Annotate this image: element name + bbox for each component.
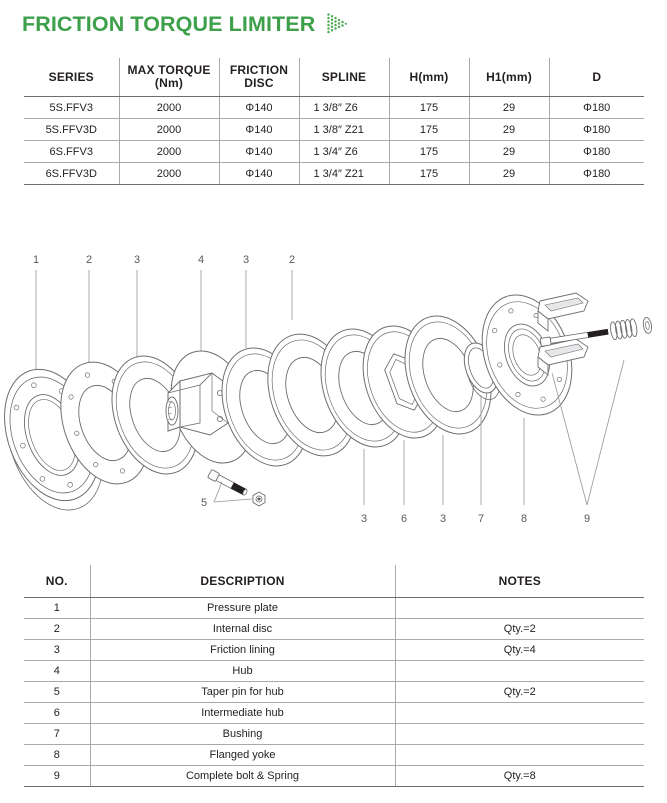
cell-description: Intermediate hub — [90, 703, 395, 724]
cell-notes: Qty.=8 — [395, 766, 644, 787]
cell-no: 5 — [24, 682, 90, 703]
cell-description: Taper pin for hub — [90, 682, 395, 703]
cell-spline: 1 3/4″ Z6 — [299, 141, 389, 163]
callout-label: 3 — [439, 513, 447, 525]
table-row — [24, 97, 644, 119]
cell-friction-disc: Φ140 — [219, 97, 299, 119]
spec-col-d-line1: D — [592, 69, 602, 84]
cell-h1: 29 — [469, 141, 549, 163]
page-header — [0, 8, 667, 42]
callout-label: 3 — [133, 254, 141, 266]
cell-series: 6S.FFV3D — [24, 163, 119, 185]
cell-no: 9 — [24, 766, 90, 787]
callout-label: 2 — [288, 254, 296, 266]
cell-notes — [395, 724, 644, 745]
cell-h: 175 — [389, 97, 469, 119]
cell-d: Φ180 — [549, 163, 644, 185]
parts-table-header-row — [24, 565, 644, 598]
exploded-assembly-diagram — [0, 235, 667, 550]
table-row — [24, 163, 644, 185]
callout-label: 3 — [360, 513, 368, 525]
cell-description: Friction lining — [90, 640, 395, 661]
cell-d: Φ180 — [549, 97, 644, 119]
parts-list-table — [24, 565, 644, 787]
cell-description: Internal disc — [90, 619, 395, 640]
cell-notes: Qty.=4 — [395, 640, 644, 661]
cell-h1: 29 — [469, 119, 549, 141]
cell-series: 6S.FFV3 — [24, 141, 119, 163]
dotted-triangle-icon — [326, 12, 348, 39]
callout-label: 8 — [520, 513, 528, 525]
cell-description: Pressure plate — [90, 598, 395, 619]
callout-label: 7 — [477, 513, 485, 525]
cell-no: 2 — [24, 619, 90, 640]
table-row — [24, 682, 644, 703]
page-title: FRICTION TORQUE LIMITER — [22, 12, 316, 37]
spec-col-h — [389, 58, 469, 97]
specification-table — [24, 58, 644, 185]
table-row — [24, 766, 644, 787]
cell-h: 175 — [389, 141, 469, 163]
cell-friction-disc: Φ140 — [219, 119, 299, 141]
spec-col-friction-disc-line2: DISC — [244, 76, 274, 90]
cell-no: 3 — [24, 640, 90, 661]
cell-description: Hub — [90, 661, 395, 682]
cell-h1: 29 — [469, 97, 549, 119]
parts-col-notes: NOTES — [395, 565, 644, 598]
spec-col-h-line1: H(mm) — [409, 69, 449, 84]
cell-description: Bushing — [90, 724, 395, 745]
cell-h: 175 — [389, 119, 469, 141]
table-row — [24, 724, 644, 745]
parts-col-description: DESCRIPTION — [90, 565, 395, 598]
cell-description: Complete bolt & Spring — [90, 766, 395, 787]
spec-col-spline — [299, 58, 389, 97]
cell-no: 6 — [24, 703, 90, 724]
cell-max-torque: 2000 — [119, 97, 219, 119]
cell-spline: 1 3/8″ Z21 — [299, 119, 389, 141]
callout-numbers-top — [33, 254, 295, 266]
cell-no: 4 — [24, 661, 90, 682]
callout-label: 4 — [197, 254, 205, 266]
spec-col-friction-disc-line1: FRICTION — [229, 63, 289, 77]
cell-max-torque: 2000 — [119, 119, 219, 141]
cell-friction-disc: Φ140 — [219, 141, 299, 163]
spec-col-series — [24, 58, 119, 97]
cell-max-torque: 2000 — [119, 163, 219, 185]
cell-notes — [395, 703, 644, 724]
cell-series: 5S.FFV3D — [24, 119, 119, 141]
table-row — [24, 141, 644, 163]
spec-col-d — [549, 58, 644, 97]
table-row — [24, 119, 644, 141]
callout-label: 1 — [32, 254, 40, 266]
cell-h1: 29 — [469, 163, 549, 185]
table-row — [24, 619, 644, 640]
cell-series: 5S.FFV3 — [24, 97, 119, 119]
cell-notes: Qty.=2 — [395, 619, 644, 640]
cell-d: Φ180 — [549, 141, 644, 163]
callout-label: 9 — [583, 513, 591, 525]
table-row — [24, 661, 644, 682]
spec-col-max-torque — [119, 58, 219, 97]
table-row — [24, 703, 644, 724]
spec-col-h1 — [469, 58, 549, 97]
spec-col-friction-disc — [219, 58, 299, 97]
cell-description: Flanged yoke — [90, 745, 395, 766]
cell-friction-disc: Φ140 — [219, 163, 299, 185]
cell-max-torque: 2000 — [119, 141, 219, 163]
spec-col-spline-line1: SPLINE — [321, 69, 367, 84]
part-taper-pin — [208, 469, 265, 506]
callout-numbers-bottom — [361, 513, 590, 525]
callout-label: 2 — [85, 254, 93, 266]
cell-no: 7 — [24, 724, 90, 745]
cell-no: 1 — [24, 598, 90, 619]
table-row — [24, 640, 644, 661]
cell-spline: 1 3/4″ Z21 — [299, 163, 389, 185]
callout-label: 3 — [242, 254, 250, 266]
cell-notes: Qty.=2 — [395, 682, 644, 703]
cell-h: 175 — [389, 163, 469, 185]
table-row — [24, 598, 644, 619]
parts-col-no: NO. — [24, 565, 90, 598]
spec-col-max-torque-line2: (Nm) — [154, 76, 184, 90]
table-row — [24, 745, 644, 766]
callout-label: 6 — [400, 513, 408, 525]
callout-label-side: 5 — [200, 497, 208, 509]
spec-table-header-row — [24, 58, 644, 97]
cell-notes — [395, 598, 644, 619]
cell-no: 8 — [24, 745, 90, 766]
cell-notes — [395, 661, 644, 682]
spec-col-series-line1: SERIES — [48, 69, 94, 84]
cell-notes — [395, 745, 644, 766]
spec-col-h1-line1: H1(mm) — [486, 69, 532, 84]
cell-spline: 1 3/8″ Z6 — [299, 97, 389, 119]
spec-col-max-torque-line1: MAX TORQUE — [127, 63, 211, 77]
cell-d: Φ180 — [549, 119, 644, 141]
